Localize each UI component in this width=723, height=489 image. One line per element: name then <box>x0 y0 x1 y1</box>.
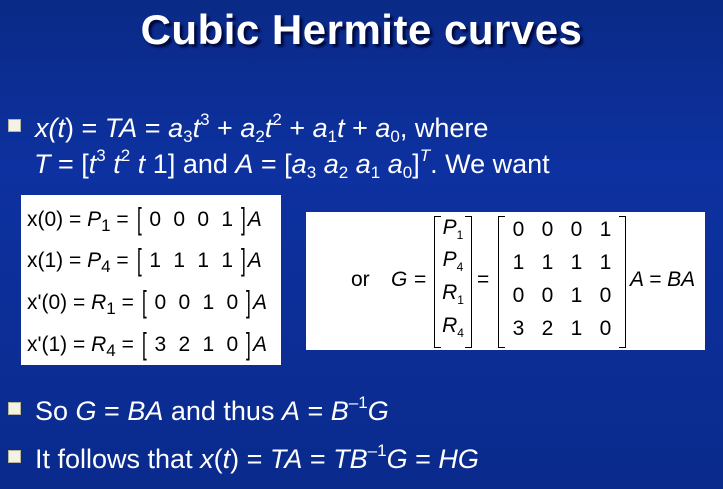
bullet-marker <box>8 402 21 415</box>
eq-cell: 0 <box>226 333 239 356</box>
eq-rhs: A <box>247 249 262 272</box>
g-vector-cell: $R_4$ <box>442 314 464 340</box>
b1-t2-sup: 2 <box>272 110 282 129</box>
b1-va1: a <box>355 149 371 179</box>
b1-va3: a <box>291 149 307 179</box>
eq-eq: = <box>115 291 140 314</box>
b2-G: G <box>75 396 97 426</box>
b1-a2-sub: 2 <box>255 127 265 146</box>
b1-vt3: t <box>88 149 97 179</box>
b1-x: x( <box>35 113 58 143</box>
slide-title: Cubic Hermite curves <box>140 6 583 53</box>
eq-rhs: A <box>247 208 262 231</box>
equation-row: $x'(1) = R_4$ = [ 3 2 1 0 ]A <box>27 326 267 361</box>
b3-eq: ) = <box>230 444 270 474</box>
b-matrix-cell: 0 <box>512 218 525 241</box>
b1-vt2-sup: 2 <box>120 146 131 165</box>
b-matrix-cell: 1 <box>541 251 554 274</box>
b1-plus1: + <box>209 113 241 143</box>
b1-t1: t <box>337 113 345 143</box>
matrix-box <box>306 212 705 350</box>
b1-vt2: t <box>113 149 121 179</box>
eq-cell: 1 <box>221 208 233 231</box>
eq-cell: 1 <box>202 291 215 314</box>
eq-eq: = <box>115 333 140 356</box>
b1-t2: t <box>264 113 273 143</box>
g-vector <box>434 216 472 346</box>
b1-a3-sub: 3 <box>183 127 193 146</box>
eq-cell: 1 <box>149 249 161 272</box>
b1-tail: . We want <box>430 149 550 179</box>
b3-G: G <box>386 444 408 474</box>
b1-va1-sub: 1 <box>370 163 381 182</box>
b-matrix-cell: 0 <box>512 284 525 307</box>
b1-T: T <box>34 149 51 179</box>
b3-HG: HG <box>438 444 479 474</box>
matrix-eq: = <box>477 268 490 291</box>
b1-a2: a <box>240 113 256 143</box>
b-matrix-cell: 2 <box>541 317 554 340</box>
eq-p-sub: 1 <box>101 216 111 235</box>
b2-A: A <box>281 396 300 426</box>
b1-va0-sub: 0 <box>402 163 413 182</box>
b1-TA: TA <box>104 113 138 143</box>
b-matrix-cell: 1 <box>570 317 583 340</box>
equation-row: $x(1) = P_4$ = [ 1 1 1 1 ]A <box>27 242 262 277</box>
eq-p-sub: 4 <box>106 341 116 360</box>
b1-t3: t <box>192 113 201 143</box>
b-matrix <box>498 216 626 346</box>
b1-a3: a <box>168 113 184 143</box>
eq-rhs: A <box>252 333 267 356</box>
eq-p: R <box>91 291 107 314</box>
bullet-marker <box>8 119 21 132</box>
b-matrix-cell: 0 <box>599 317 612 340</box>
b1-t: t <box>57 113 66 143</box>
b-matrix-cell: 1 <box>570 284 583 307</box>
b1-va0: a <box>387 149 403 179</box>
b-matrix-cell: 0 <box>599 284 612 307</box>
eq-p: P <box>87 249 102 272</box>
b2-so: So <box>35 396 76 426</box>
eq-cell: 0 <box>149 208 161 231</box>
b2-G2: G <box>367 396 389 426</box>
bullet-1-cont <box>8 139 550 190</box>
eq-p: P <box>87 208 102 231</box>
b1-A: A <box>235 149 254 179</box>
b3-paren: ( <box>213 444 223 474</box>
eq-p: R <box>91 333 107 356</box>
bullet-2 <box>8 386 389 428</box>
b3-eq3: = <box>407 444 439 474</box>
b3-eq2: = <box>302 444 334 474</box>
eq-lhs: x(1) = <box>27 249 88 272</box>
b2-eq2: = <box>299 396 331 426</box>
eq-lhs: x'(1) = <box>27 333 92 356</box>
b1-plus3: + <box>344 113 376 143</box>
b1-va3-sub: 3 <box>306 163 317 182</box>
b1-where: , where <box>399 113 489 143</box>
b2-B: B <box>330 396 349 426</box>
b1-a0: a <box>375 113 391 143</box>
b1-va2-sub: 2 <box>338 163 349 182</box>
b2-eq: = <box>96 396 128 426</box>
b1-eq4: = [ <box>253 149 292 179</box>
b1-a0-sub: 0 <box>390 127 400 146</box>
equation-row: $x(0) = P_1$ = [ 0 0 0 1 ]A <box>27 201 262 236</box>
eq-cell: 0 <box>178 291 191 314</box>
b1-a1: a <box>312 113 328 143</box>
b-matrix-cell: 1 <box>570 251 583 274</box>
eq-cell: 0 <box>197 208 209 231</box>
eq-cell: 0 <box>173 208 185 231</box>
bullet-marker <box>8 450 21 463</box>
eq-p-sub: 4 <box>101 257 111 276</box>
b-matrix-cell: 1 <box>599 218 612 241</box>
eq-cell: 3 <box>154 333 167 356</box>
or-label: or <box>351 268 370 291</box>
b1-eq: ) = <box>65 113 105 143</box>
a-equals-ba: A = BA <box>630 268 696 291</box>
g-label: G <box>391 268 408 291</box>
b2-inv: –1 <box>348 393 368 412</box>
b2-thus: and thus <box>163 396 282 426</box>
b1-eq3: = [ <box>50 149 89 179</box>
bullet-3 <box>8 434 479 476</box>
eq-cell: 1 <box>197 249 209 272</box>
b3-TB: TB <box>333 444 368 474</box>
b-matrix-cell: 0 <box>570 218 583 241</box>
b1-t3-sup: 3 <box>200 110 210 129</box>
eq-lhs: x'(0) = <box>27 291 92 314</box>
eq-eq: = <box>110 208 135 231</box>
b1-eq2: = <box>137 113 169 143</box>
eq-cell: 0 <box>226 291 239 314</box>
eq-cell: 2 <box>178 333 191 356</box>
g-vector-cell: $P_1$ <box>442 216 464 242</box>
b-matrix-cell: 0 <box>541 284 554 307</box>
b1-plus2: + <box>281 113 313 143</box>
eq-p-sub: 1 <box>106 299 116 318</box>
equation-row: $x'(0) = R_1$ = [ 0 0 1 0 ]A <box>27 284 267 319</box>
equations-box <box>21 195 281 365</box>
b3-inv: –1 <box>367 441 387 460</box>
eq-lhs: x(0) = <box>27 208 88 231</box>
eq-cell: 1 <box>221 249 233 272</box>
b3-TA: TA <box>269 444 303 474</box>
b1-a1-sub: 1 <box>327 127 338 146</box>
eq-cell: 0 <box>154 291 167 314</box>
b3-it-follows: It follows that <box>35 444 201 474</box>
b2-BA: BA <box>127 396 164 426</box>
b3-x: x <box>200 444 214 474</box>
b1-and: 1] and <box>145 149 236 179</box>
eq-rhs: A <box>252 291 267 314</box>
b-matrix-cell: 1 <box>599 251 612 274</box>
eq-eq: = <box>110 249 135 272</box>
g-vector-cell: $R_1$ <box>442 281 464 307</box>
eq-cell: 1 <box>173 249 185 272</box>
b3-t: t <box>222 444 231 474</box>
b1-vt1: t <box>137 149 146 179</box>
b-matrix-cell: 1 <box>512 251 525 274</box>
b1-close: ] <box>412 149 420 179</box>
b1-Tsup: T <box>419 146 431 165</box>
g-eq: = <box>414 268 427 291</box>
b-matrix-cell: 3 <box>512 317 525 340</box>
eq-cell: 1 <box>202 333 215 356</box>
b1-vt3-sup: 3 <box>96 146 106 165</box>
b1-va2: a <box>323 149 339 179</box>
b-matrix-cell: 0 <box>541 218 554 241</box>
g-vector-cell: $P_4$ <box>442 248 464 274</box>
